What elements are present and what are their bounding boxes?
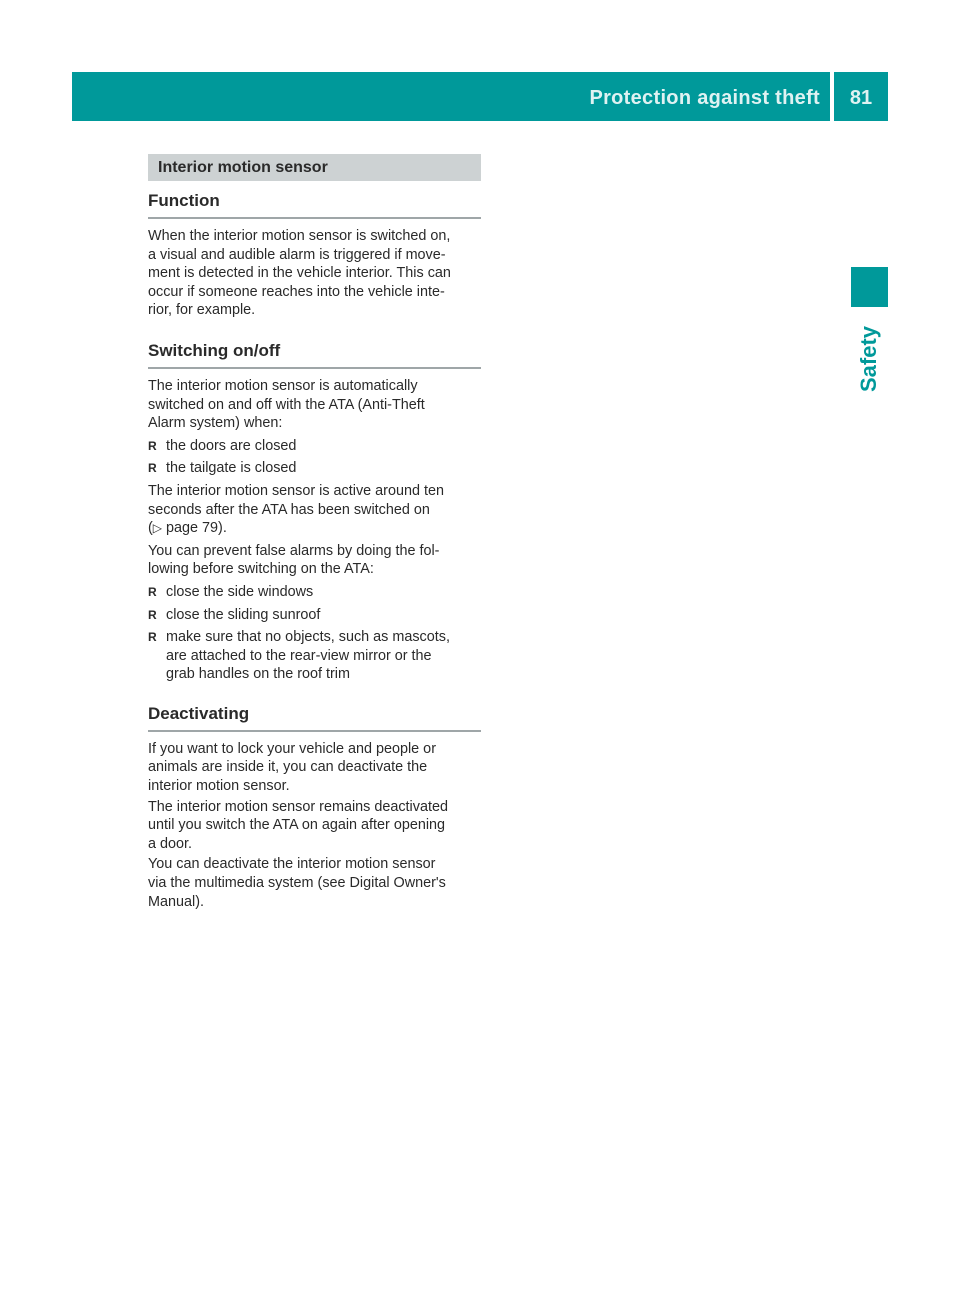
- text-line: occur if someone reaches into the vehicle inte-: [148, 283, 445, 300]
- text-line: ment is detected in the vehicle interior. This can: [148, 265, 451, 282]
- list-item: R close the side windows: [148, 583, 314, 600]
- text-line: The interior motion sensor remains deactivated: [148, 798, 448, 815]
- prevent-text: [148, 542, 481, 579]
- list-item: R the tailgate is closed: [148, 460, 297, 477]
- bullet-r-icon: R: [148, 630, 157, 645]
- text-line: seconds after the ATA has been switched on: [148, 501, 430, 518]
- text-line: When the interior motion sensor is switched on,: [148, 228, 451, 244]
- list-item: R close the sliding sunroof: [148, 606, 321, 623]
- switching-intro: [148, 377, 481, 433]
- text-line: until you switch the ATA on again after opening: [148, 817, 446, 834]
- text-line: lowing before switching on the ATA:: [148, 561, 374, 578]
- bullet-r-icon: R: [148, 584, 157, 599]
- text-line: Manual).: [148, 893, 204, 910]
- page-number: 81: [849, 87, 873, 109]
- side-tab-marker: [851, 267, 888, 307]
- text-line: interior motion sensor.: [148, 778, 290, 795]
- bullet-r-icon: R: [148, 461, 157, 476]
- header-bar: [72, 72, 888, 121]
- arrow-right-icon: ▷: [152, 521, 163, 536]
- deactivating-text-1: [148, 740, 481, 796]
- deactivating-heading: Deactivating: [148, 704, 481, 732]
- text-line: You can prevent false alarms by doing the fol-: [148, 542, 440, 559]
- text-line: switched on and off with the ATA (Anti-Theft: [148, 396, 425, 413]
- text-line: If you want to lock your vehicle and people or: [148, 740, 436, 757]
- function-heading: Function: [148, 191, 481, 219]
- text-line: via the multimedia system (see Digital Owner's: [148, 875, 446, 892]
- side-chapter-text: Safety: [856, 325, 881, 392]
- list-item: R the doors are closed: [148, 437, 297, 454]
- text-line: The interior motion sensor is automatically: [148, 377, 418, 394]
- bullet-r-icon: R: [148, 607, 157, 622]
- text-line: a door.: [148, 835, 193, 852]
- list-item: R make sure that no objects, such as mascots, are attached to the rear-view mirror or the grab handles on the roof trim: [148, 629, 450, 683]
- function-text: [148, 227, 481, 320]
- header-title: Protection against theft: [589, 87, 820, 109]
- page-reference[interactable]: (▷ page 79).: [148, 520, 227, 537]
- bullet-r-icon: R: [148, 438, 157, 453]
- active-text: [148, 482, 481, 538]
- deactivating-text-2: [148, 798, 481, 854]
- content-column: [148, 154, 481, 911]
- text-line: The interior motion sensor is active around ten: [148, 482, 444, 499]
- switching-heading: Switching on/off: [148, 341, 481, 369]
- text-line: a visual and audible alarm is triggered if move-: [148, 246, 446, 263]
- text-line: rior, for example.: [148, 302, 256, 319]
- text-line: animals are inside it, you can deactivate the: [148, 759, 428, 776]
- deactivating-text-3: [148, 855, 481, 911]
- text-line: You can deactivate the interior motion sensor: [148, 856, 436, 873]
- text-line: Alarm system) when:: [148, 415, 283, 432]
- section-title: Interior motion sensor: [148, 154, 481, 181]
